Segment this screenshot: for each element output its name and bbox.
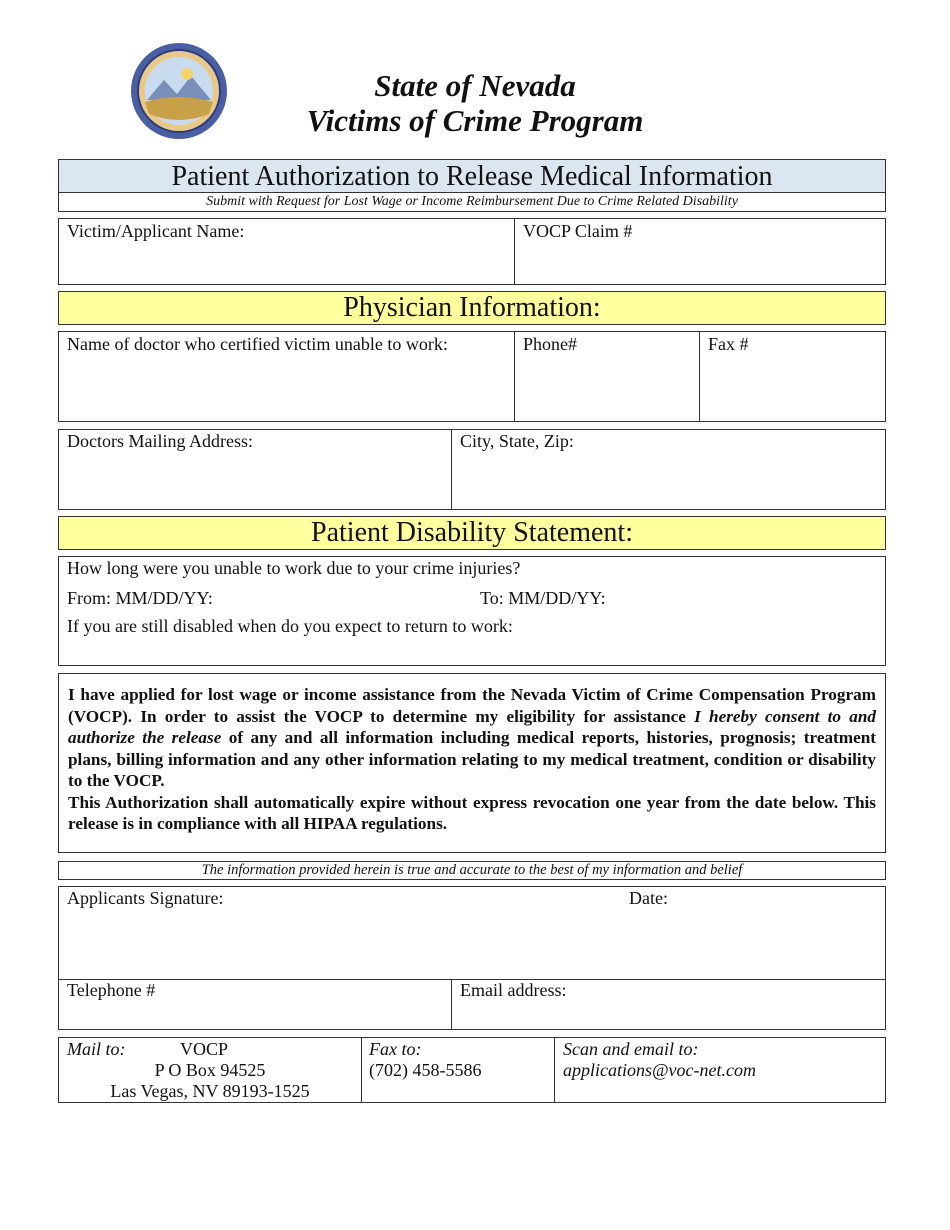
divider xyxy=(699,331,700,422)
date-field[interactable]: Date: xyxy=(629,888,668,908)
divider xyxy=(514,331,515,422)
fax-number: (702) 458-5586 xyxy=(369,1060,482,1080)
vocp-claim-field[interactable]: VOCP Claim # xyxy=(523,221,633,241)
authorization-consent-text: I hereby consent to and authorize the release xyxy=(68,706,876,747)
email-field[interactable]: Email address: xyxy=(460,980,567,1000)
divider xyxy=(451,979,452,1030)
disability-heading: Patient Disability Statement: xyxy=(58,516,886,550)
divider xyxy=(451,429,452,510)
attestation-note: The information provided herein is true and accurate to the best of my information and belief xyxy=(58,861,886,880)
authorization-text-1: I have applied for lost wage or income assistance from the Nevada Victim of Crime Compensation Program (VOCP). In order to assist the VOCP to determine my eligibility for assistance xyxy=(68,685,876,726)
physician-heading: Physician Information: xyxy=(58,291,886,325)
divider xyxy=(554,1037,555,1103)
mail-box: P O Box 94525 xyxy=(154,1060,266,1080)
phone-field[interactable]: Phone# xyxy=(523,334,577,354)
program-state-title: State of Nevada xyxy=(374,68,576,103)
doctor-name-field[interactable]: Name of doctor who certified victim unable to work: xyxy=(67,334,448,354)
victim-name-field[interactable]: Victim/Applicant Name: xyxy=(67,221,245,241)
mail-city: Las Vegas, NV 89193-1525 xyxy=(110,1081,310,1101)
applicant-signature-field[interactable]: Applicants Signature: xyxy=(67,888,224,908)
telephone-field[interactable]: Telephone # xyxy=(67,980,156,1000)
doctor-address-field[interactable]: Doctors Mailing Address: xyxy=(67,431,253,451)
divider xyxy=(514,218,515,285)
form-title: Patient Authorization to Release Medical Information xyxy=(58,159,886,193)
authorization-statement xyxy=(58,673,886,853)
disability-question: How long were you unable to work due to your crime injuries? xyxy=(67,558,521,578)
authorization-text-3: of any and all information including medical reports, histories, prognosis; treatment plans, billing information and any other information relating to my medical treatment, condition or disability to the VOCP. xyxy=(68,728,876,790)
to-date-field[interactable]: To: MM/DD/YY: xyxy=(480,588,606,608)
fax-field[interactable]: Fax # xyxy=(708,334,749,354)
authorization-expiry-text: This Authorization shall automatically expire without express revocation one year from the date below. This release is in compliance with all HIPAA regulations. xyxy=(68,792,876,833)
from-date-field[interactable]: From: MM/DD/YY: xyxy=(67,588,213,608)
nevada-state-seal-icon xyxy=(129,42,229,140)
program-title: Victims of Crime Program xyxy=(306,103,644,138)
scan-email-label: Scan and email to: xyxy=(563,1039,699,1059)
form-subtitle: Submit with Request for Lost Wage or Income Reimbursement Due to Crime Related Disability xyxy=(58,192,886,212)
mail-to-label: Mail to: xyxy=(67,1039,126,1059)
fax-to-label: Fax to: xyxy=(369,1039,422,1059)
return-to-work-field[interactable]: If you are still disabled when do you expect to return to work: xyxy=(67,616,513,636)
scan-email-address[interactable]: applications@voc-net.com xyxy=(563,1060,757,1080)
divider xyxy=(361,1037,362,1103)
city-state-zip-field[interactable]: City, State, Zip: xyxy=(460,431,574,451)
mail-org: VOCP xyxy=(180,1039,229,1059)
